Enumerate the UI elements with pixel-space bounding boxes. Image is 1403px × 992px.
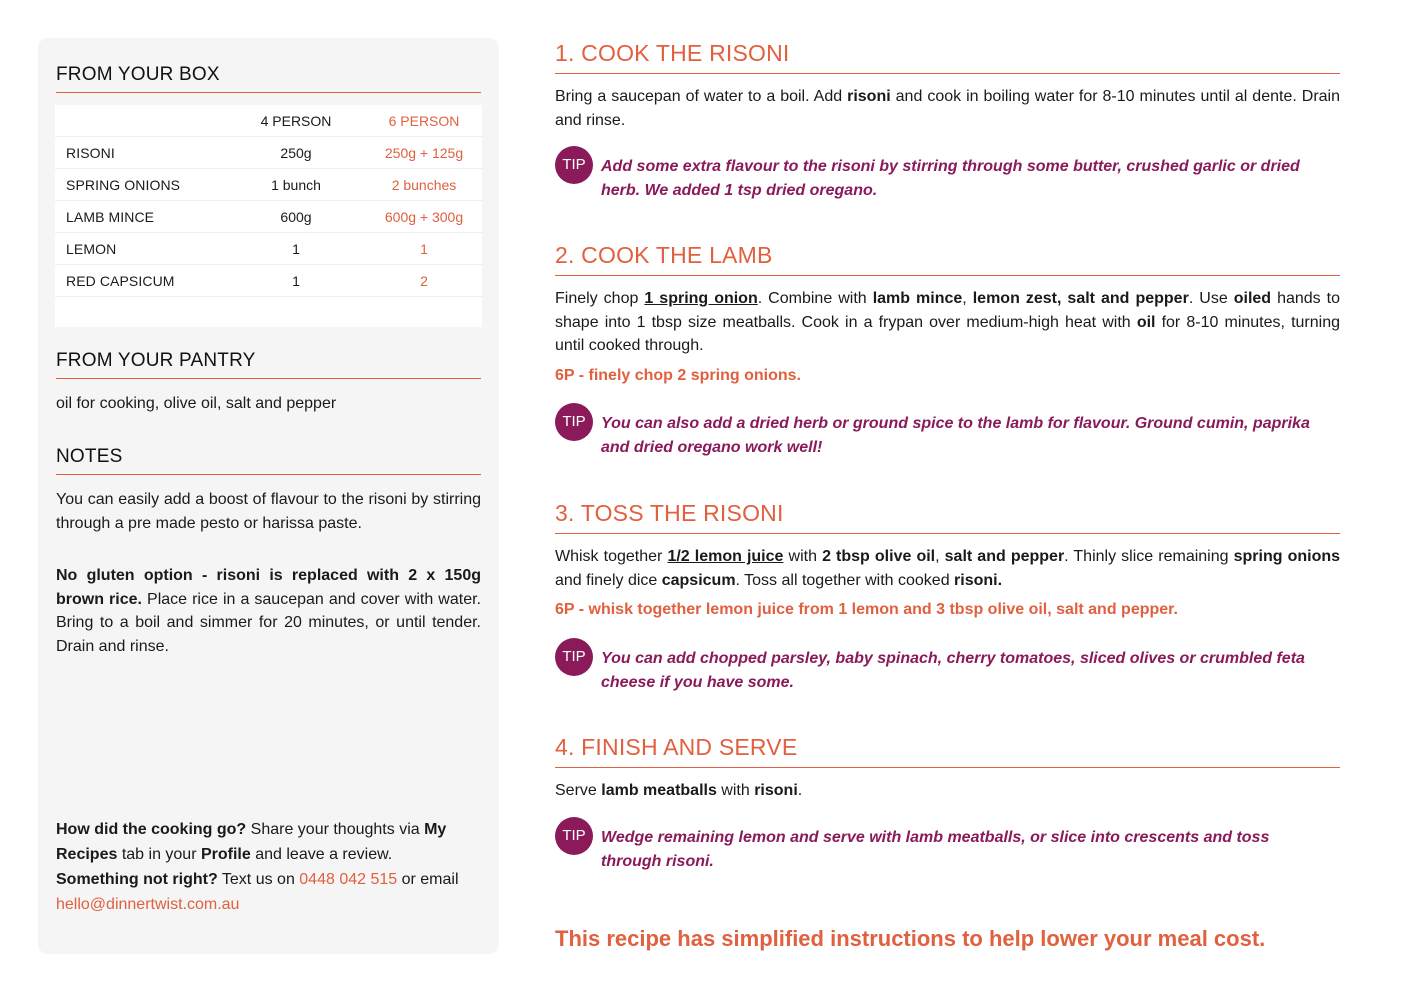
tip-badge-icon: TIP <box>555 403 593 441</box>
ingredient-name: LEMON <box>55 233 226 265</box>
qty-4-person: 1 <box>226 233 366 265</box>
qty-4-person: 1 <box>226 265 366 297</box>
table-header-row <box>55 105 482 137</box>
qty-6-person: 250g + 125g <box>366 137 482 169</box>
qty-6-person: 1 <box>366 233 482 265</box>
from-your-pantry-heading: FROM YOUR PANTRY <box>56 350 481 379</box>
step-3-text: Whisk together 1/2 lemon juice with 2 tbsp olive oil, salt and pepper. Thinly slice remaining spring onions and finely dice capsicum. Toss all together with cooked risoni. <box>555 548 1341 589</box>
qty-4-person: 600g <box>226 201 366 233</box>
qty-6-person: 2 bunches <box>366 169 482 201</box>
qty-6-person: 600g + 300g <box>366 201 482 233</box>
col-6-person: 6 PERSON <box>366 105 482 137</box>
ingredient-name: SPRING ONIONS <box>55 169 226 201</box>
ingredient-name: LAMB MINCE <box>55 201 226 233</box>
simplified-instructions-note: This recipe has simplified instructions to help lower your meal cost. <box>555 926 1266 951</box>
step-3-title: 3. TOSS THE RISONI <box>555 500 1340 534</box>
step-2-text: Finely chop 1 spring onion. Combine with lamb mince, lemon zest, salt and pepper. Use oiled hands to shape into 1 tbsp size meatballs. Cook in a frypan over medium-high heat with oil for 8-10 minutes, turning until cooked through. <box>555 290 1341 354</box>
step-1-text: Bring a saucepan of water to a boil. Add risoni and cook in boiling water for 8-10 minutes until al dente. Drain and rinse. <box>555 88 1340 129</box>
step-4-title: 4. FINISH AND SERVE <box>555 734 1340 768</box>
from-your-box-heading: FROM YOUR BOX <box>56 64 481 93</box>
notes-paragraph: You can easily add a boost of flavour to the risoni by stirring through a pre made pesto or harissa paste. <box>56 491 481 532</box>
gluten-free-note: No gluten option - risoni is replaced with 2 x 150g brown rice. Place rice in a saucepan and cover with water. Bring to a boil and simmer for 20 minutes, or until tender. Drain and rinse. <box>56 567 481 655</box>
table-row <box>55 265 482 297</box>
step-4-tip: Wedge remaining lemon and serve with lamb meatballs, or slice into crescents and toss through risoni. <box>601 829 1270 870</box>
pantry-text: oil for cooking, olive oil, salt and pepper <box>56 395 337 412</box>
table-row <box>55 201 482 233</box>
step-2-6p-note: 6P - finely chop 2 spring onions. <box>555 367 801 384</box>
table-row <box>55 233 482 265</box>
tip-badge-icon: TIP <box>555 638 593 676</box>
tip-badge-icon: TIP <box>555 817 593 855</box>
step-2-tip: You can also add a dried herb or ground spice to the lamb for flavour. Ground cumin, paprika and dried oregano work well! <box>601 415 1310 456</box>
step-4-text: Serve lamb meatballs with risoni. <box>555 782 803 799</box>
ingredients-table <box>55 105 482 327</box>
feedback-text: How did the cooking go? Share your thoughts via My Recipes tab in your Profile and leave a review. Something not right? Text us on 0448 042 515 or email hello@dinnertwist.com.au <box>56 821 459 913</box>
step-3-tip: You can add chopped parsley, baby spinach, cherry tomatoes, sliced olives or crumbled feta cheese if you have some. <box>601 650 1305 691</box>
tip-badge-icon: TIP <box>555 146 593 184</box>
table-row <box>55 169 482 201</box>
table-row <box>55 137 482 169</box>
qty-4-person: 250g <box>226 137 366 169</box>
profile-link[interactable]: Profile <box>200 846 251 863</box>
notes-heading: NOTES <box>56 446 481 475</box>
phone-link[interactable]: 0448 042 515 <box>299 871 398 888</box>
qty-4-person: 1 bunch <box>226 169 366 201</box>
col-4-person: 4 PERSON <box>226 105 366 137</box>
ingredient-name: RISONI <box>55 137 226 169</box>
my-recipes-link[interactable]: My Recipes <box>56 821 447 863</box>
email-link[interactable]: hello@dinnertwist.com.au <box>56 896 240 913</box>
qty-6-person: 2 <box>366 265 482 297</box>
step-1-tip: Add some extra flavour to the risoni by stirring through some butter, crushed garlic or dried herb. We added 1 tsp dried oregano. <box>601 158 1300 199</box>
step-3-6p-note: 6P - whisk together lemon juice from 1 lemon and 3 tbsp olive oil, salt and pepper. <box>555 601 1178 618</box>
ingredient-name: RED CAPSICUM <box>55 265 226 297</box>
step-1-title: 1. COOK THE RISONI <box>555 40 1340 74</box>
step-2-title: 2. COOK THE LAMB <box>555 242 1340 276</box>
